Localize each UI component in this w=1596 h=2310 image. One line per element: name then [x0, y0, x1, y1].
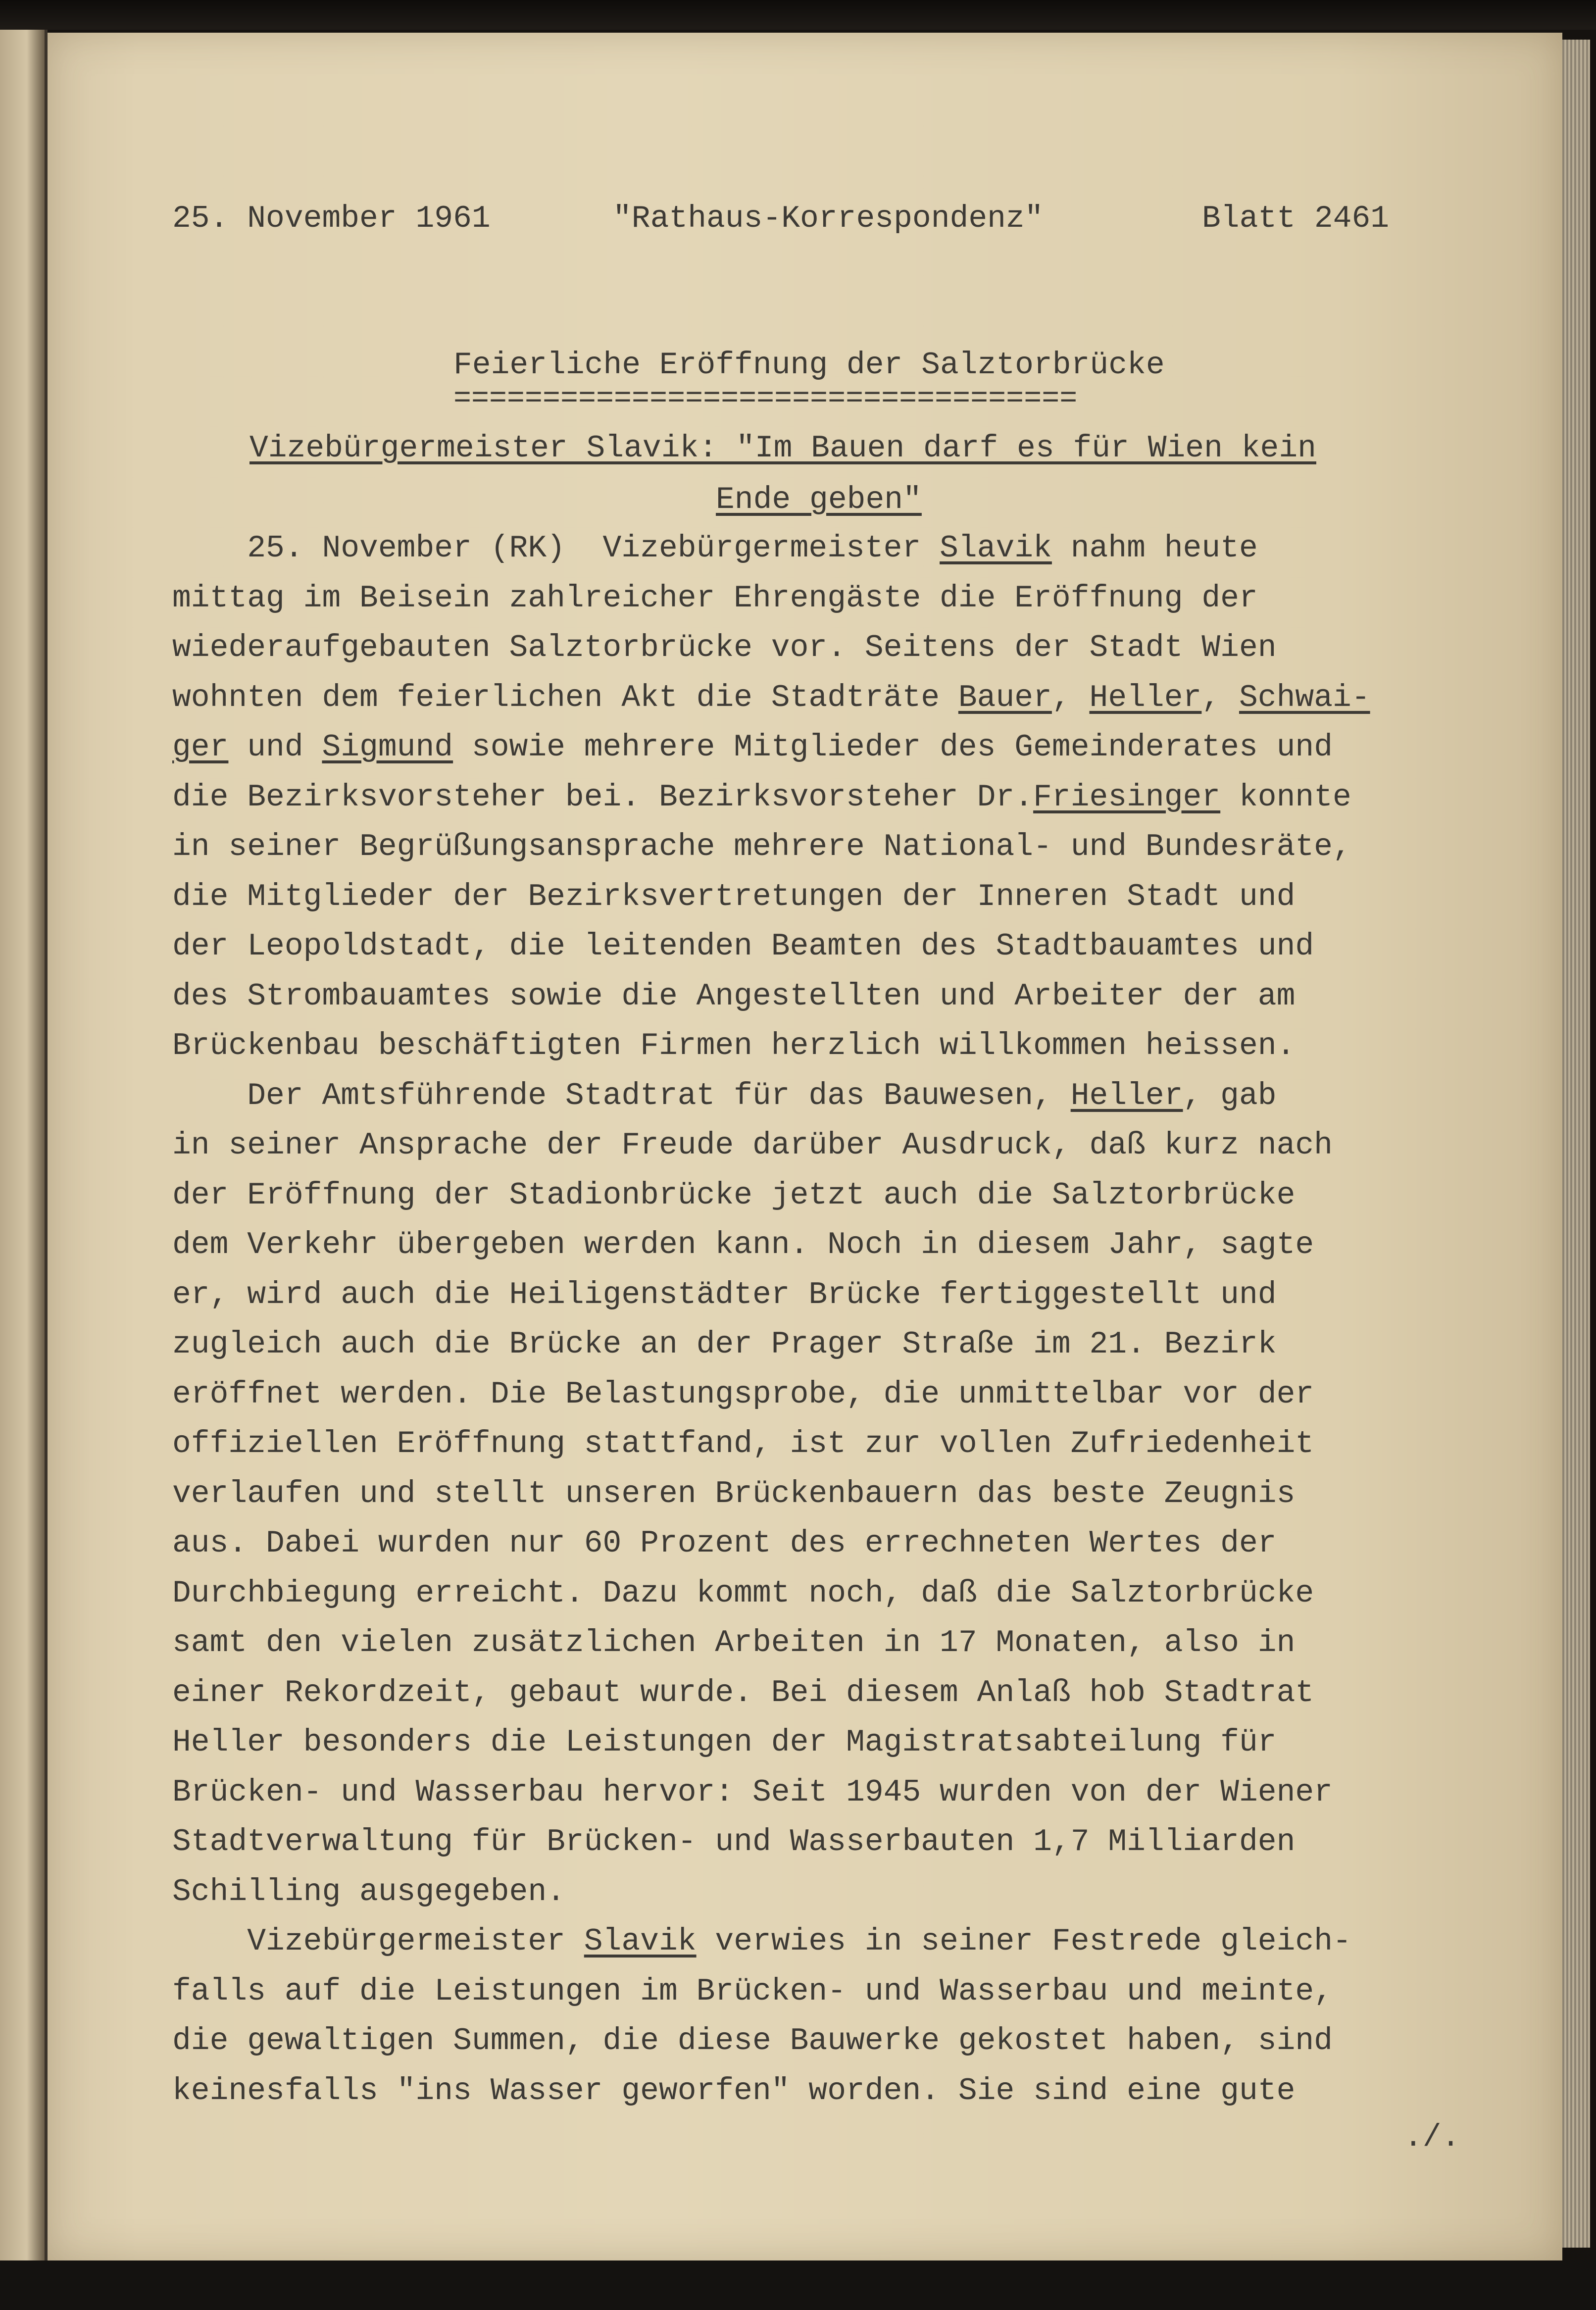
- body-text: Vizebürgermeister: [172, 1924, 584, 1959]
- body-line: [172, 1130, 1333, 1161]
- body-line: [172, 881, 1295, 912]
- underlined-name: Slavik: [940, 531, 1052, 566]
- body-line: [172, 580, 1258, 616]
- body-text: er, wird auch die Heiligenstädter Brücke fertiggestellt und: [172, 1277, 1277, 1312]
- body-line: [172, 632, 1277, 663]
- body-line: [172, 1329, 1277, 1360]
- body-text: Durchbiegung erreicht. Dazu kommt noch, daß die Salztorbrücke: [172, 1575, 1314, 1611]
- article-title: Feierliche Eröffnung der Salztorbrücke: [453, 348, 1165, 383]
- article-subtitle-line-1: Vizebürgermeister Slavik: "Im Bauen darf es für Wien kein: [249, 431, 1316, 466]
- page-stack-edge: [1562, 40, 1590, 2248]
- body-text: konnte: [1220, 779, 1351, 815]
- body-text: Brücken- und Wasserbau hervor: Seit 1945 wurden von der Wiener: [172, 1774, 1333, 1810]
- body-line: [172, 1177, 1296, 1213]
- underlined-name: ger: [172, 730, 229, 765]
- article-subtitle-line-2: Ende geben": [716, 482, 922, 517]
- body-text: verwies in seiner Festrede gleich-: [696, 1924, 1351, 1959]
- book-top-edge: [0, 0, 1596, 30]
- title-double-rule: ===================================: [453, 382, 1078, 416]
- body-line: [172, 1926, 1351, 1957]
- body-text: , gab: [1183, 1078, 1277, 1113]
- body-text: in seiner Ansprache der Freude darüber Ausdruck, daß kurz nach: [172, 1128, 1333, 1163]
- body-text: die gewaltigen Summen, die diese Bauwerke gekostet haben, sind: [172, 2023, 1333, 2059]
- underlined-name: Slavik: [584, 1924, 697, 1959]
- body-line: [172, 1727, 1277, 1758]
- body-text: keinesfalls "ins Wasser geworfen" worden. Sie sind eine gute: [172, 2073, 1296, 2109]
- body-line: [172, 978, 1296, 1014]
- body-line: [172, 779, 1351, 815]
- body-text: verlaufen und stellt unseren Brückenbauern das beste Zeugnis: [172, 1476, 1296, 1511]
- body-text: offiziellen Eröffnung stattfand, ist zur vollen Zufriedenheit: [172, 1426, 1314, 1461]
- header-date: 25. November 1961: [172, 201, 491, 236]
- body-line: [172, 831, 1351, 862]
- body-line: [172, 1376, 1314, 1412]
- body-text: der Eröffnung der Stadionbrücke jetzt auch die Salztorbrücke: [172, 1177, 1296, 1213]
- header-sheet-number: Blatt 2461: [1202, 201, 1390, 236]
- body-line: [172, 1575, 1314, 1611]
- body-text: Heller besonders die Leistungen der Magistratsabteilung für: [172, 1725, 1277, 1760]
- body-text: der Leopoldstadt, die leitenden Beamten des Stadtbauamtes und: [172, 929, 1314, 964]
- underlined-name: Heller: [1089, 680, 1202, 715]
- continuation-mark: ./.: [1404, 2120, 1460, 2155]
- underlined-name: Heller: [1070, 1078, 1183, 1113]
- underlined-name: Schwai-: [1239, 680, 1370, 715]
- body-text: wiederaufgebauten Salztorbrücke vor. Seitens der Stadt Wien: [172, 630, 1277, 665]
- body-line: [172, 1973, 1333, 2009]
- body-text: Stadtverwaltung für Brücken- und Wasserbauten 1,7 Milliarden: [172, 1824, 1296, 1859]
- body-line: [172, 732, 1333, 763]
- underlined-name: Sigmund: [322, 730, 453, 765]
- body-text: in seiner Begrüßungsansprache mehrere National- und Bundesräte,: [172, 829, 1351, 864]
- body-text: Der Amtsführende Stadtrat für das Bauwesen,: [172, 1078, 1071, 1113]
- body-text: Schilling ausgegeben.: [172, 1874, 565, 1909]
- body-line: [172, 1627, 1295, 1658]
- body-line: [172, 2075, 1295, 2107]
- body-text: 25. November (RK) Vizebürgermeister: [172, 531, 940, 566]
- underlined-name: Bauer: [958, 680, 1052, 715]
- page-header: [172, 203, 1410, 238]
- underlined-name: Friesinger: [1033, 779, 1221, 815]
- body-text: Brückenbau beschäftigten Firmen herzlich willkommen heissen.: [172, 1028, 1296, 1063]
- body-text: sowie mehrere Mitglieder des Gemeinderates und: [453, 730, 1333, 765]
- body-line: [172, 1528, 1277, 1559]
- body-text: und: [228, 730, 322, 765]
- body-line: [172, 682, 1370, 713]
- body-text: wohnten dem feierlichen Akt die Stadträte: [172, 680, 958, 715]
- body-line: [172, 1478, 1295, 1509]
- body-line: [172, 2025, 1333, 2057]
- body-text: einer Rekordzeit, gebaut wurde. Bei diesem Anlaß hob Stadtrat: [172, 1675, 1314, 1710]
- body-text: aus. Dabei wurden nur 60 Prozent des errechneten Wertes der: [172, 1526, 1277, 1561]
- body-text: eröffnet werden. Die Belastungsprobe, die unmittelbar vor der: [172, 1376, 1314, 1412]
- body-line: [172, 931, 1314, 962]
- body-line: [172, 1279, 1277, 1310]
- body-text: zugleich auch die Brücke an der Prager Straße im 21. Bezirk: [172, 1327, 1277, 1362]
- body-line: [172, 1826, 1295, 1858]
- body-text: die Mitglieder der Bezirksvertretungen der Inneren Stadt und: [172, 879, 1296, 914]
- body-line: [172, 533, 1258, 564]
- left-page-edge: [0, 30, 48, 2287]
- body-line: [172, 1428, 1314, 1459]
- body-line: [172, 1774, 1333, 1810]
- body-text: ,: [1051, 680, 1090, 715]
- body-text: des Strombauamtes sowie die Angestellten und Arbeiter der am: [172, 978, 1296, 1014]
- body-text: falls auf die Leistungen im Brücken- und Wasserbau und meinte,: [172, 1973, 1333, 2009]
- body-text: nahm heute: [1051, 531, 1258, 566]
- body-line: [172, 1876, 565, 1908]
- body-line: [172, 1229, 1314, 1260]
- body-text: dem Verkehr übergeben werden kann. Noch in diesem Jahr, sagte: [172, 1227, 1314, 1262]
- body-line: [172, 1030, 1295, 1061]
- book-bottom-edge: [0, 2260, 1596, 2310]
- body-text: ,: [1201, 680, 1239, 715]
- body-text: die Bezirksvorsteher bei. Bezirksvorsteher Dr.: [172, 779, 1034, 815]
- header-publication: "Rathaus-Korrespondenz": [613, 201, 1044, 236]
- body-text: samt den vielen zusätzlichen Arbeiten in 17 Monaten, also in: [172, 1625, 1296, 1660]
- body-text: mittag im Beisein zahlreicher Ehrengäste die Eröffnung der: [172, 580, 1258, 616]
- document-page: [48, 33, 1562, 2260]
- body-line: [172, 1080, 1277, 1111]
- body-line: [172, 1677, 1314, 1708]
